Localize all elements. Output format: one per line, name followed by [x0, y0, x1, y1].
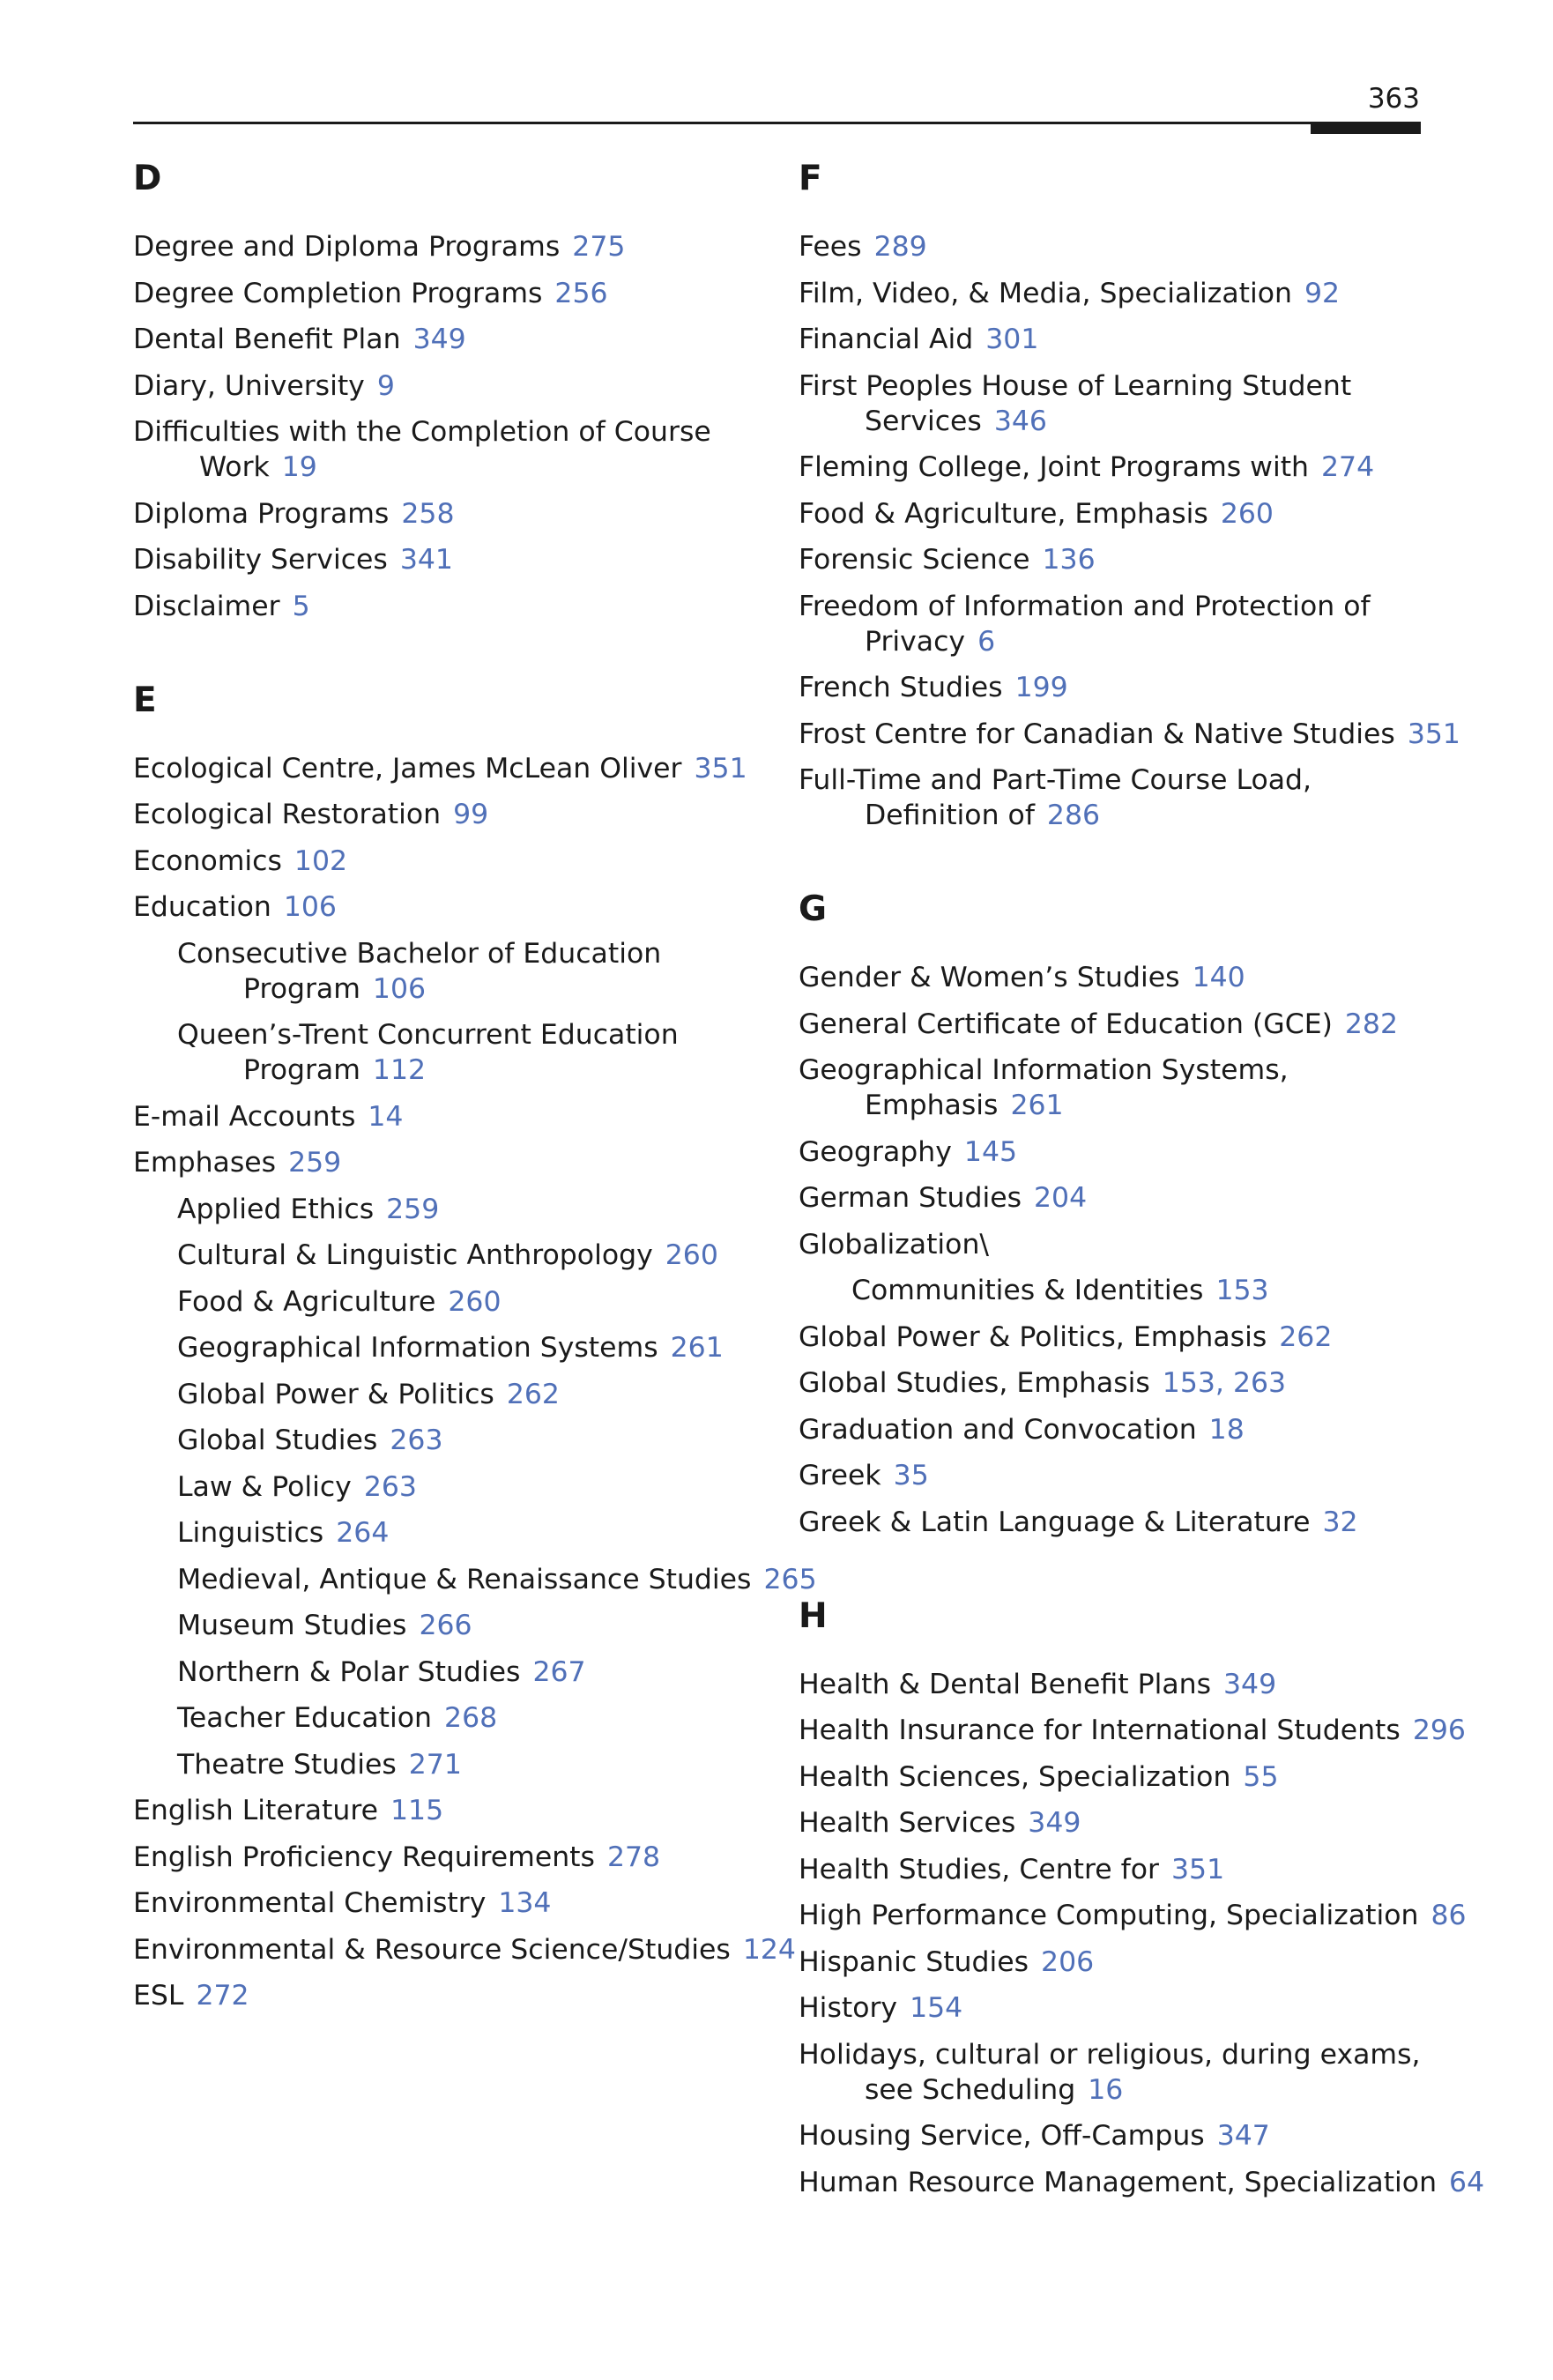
entry-text: Geography: [799, 1135, 952, 1168]
entry-page-number: 275: [572, 231, 626, 263]
entry-page-number: 92: [1304, 277, 1341, 309]
entry-text: Hispanic Studies: [799, 1945, 1029, 1978]
index-column-left: [133, 155, 817, 2066]
index-entry: [799, 1320, 1424, 1355]
entry-page-number: 260: [665, 1239, 718, 1271]
entry-page-number: 5: [292, 590, 310, 622]
index-entry: [799, 276, 1424, 311]
entry-page-number: 351: [694, 752, 747, 785]
page-number: 363: [1367, 83, 1420, 115]
entry-text: Museum Studies: [177, 1610, 407, 1641]
entry-page-number: 16: [1088, 2073, 1124, 2106]
entry-page-number: 266: [419, 1610, 472, 1641]
entry-text: Medieval, Antique & Renaissance Studies: [177, 1563, 752, 1595]
entry-text: Queen’s-Trent Concurrent Education Program: [177, 1019, 679, 1086]
entry-page-number: 267: [532, 1655, 586, 1688]
entry-page-number: 199: [1014, 672, 1068, 703]
entry-page-number: 153: [1215, 1275, 1269, 1306]
index-entry: [177, 1608, 768, 1643]
section-letter: E: [133, 680, 157, 720]
header-rule-tab: [1311, 123, 1421, 134]
entry-page-number: 263: [390, 1424, 443, 1456]
entry-text: Disclaimer: [133, 590, 280, 622]
index-entry: [799, 670, 1424, 705]
index-entry: [799, 1898, 1467, 1933]
entry-page-number: 204: [1034, 1182, 1088, 1214]
entry-page-number: 32: [1322, 1506, 1358, 1538]
entry-page-number: 260: [448, 1285, 502, 1318]
entry-page-number: 153, 263: [1162, 1367, 1287, 1399]
index-entry: [799, 1412, 1424, 1447]
section-letter: H: [799, 1595, 828, 1636]
index-entry: [799, 1759, 1424, 1795]
entry-page-number: 102: [294, 844, 348, 877]
entry-text: Fees: [799, 231, 862, 263]
index-entry: [177, 1284, 768, 1320]
entry-page-number: 106: [283, 891, 337, 923]
entry-text: First Peoples House of Learning Student Services: [799, 369, 1352, 437]
index-entry: [799, 1713, 1466, 1748]
entry-text: Theatre Studies: [177, 1748, 397, 1781]
entry-page-number: 263: [363, 1470, 417, 1503]
entry-text: Financial Aid: [799, 324, 974, 355]
entry-text: Full-Time and Part-Time Course Load, Definition of: [799, 764, 1312, 831]
entry-page-number: 349: [1223, 1668, 1277, 1700]
entry-text: Global Studies, Emphasis: [799, 1367, 1150, 1399]
section-letter: D: [133, 159, 162, 198]
index-entry: [177, 1655, 768, 1690]
entry-page-number: 260: [1220, 497, 1274, 530]
index-entry: [799, 368, 1424, 439]
entry-text: English Proficiency Requirements: [133, 1841, 595, 1873]
index-entry: [799, 1990, 1424, 2026]
index-entry: [133, 496, 768, 532]
index-section: [799, 886, 1424, 1540]
entry-text: History: [799, 1992, 898, 2024]
index-entry: [799, 1052, 1424, 1123]
index-entry: [133, 1099, 768, 1134]
entry-text: Housing Service, Off-Campus: [799, 2120, 1205, 2152]
entry-text: Health Studies, Centre for: [799, 1853, 1159, 1885]
entry-page-number: 282: [1344, 1008, 1399, 1040]
entry-page-number: 272: [196, 1980, 249, 2012]
index-entry: [799, 1945, 1424, 1980]
entry-text: Dental Benefit Plan: [133, 324, 401, 355]
index-entry: [799, 1134, 1424, 1170]
entry-page-number: 351: [1170, 1853, 1225, 1885]
entry-page-number: 301: [985, 324, 1039, 355]
entry-text: German Studies: [799, 1182, 1022, 1214]
header-rule: [133, 122, 1421, 124]
entry-text: Degree and Diploma Programs: [133, 231, 561, 263]
entry-page-number: 278: [606, 1841, 661, 1873]
entry-page-number: 296: [1412, 1714, 1466, 1746]
entry-page-number: 206: [1041, 1945, 1095, 1978]
entry-page-number: 289: [873, 231, 927, 263]
index-entry: [799, 1505, 1424, 1540]
index-entry: [799, 2118, 1424, 2153]
index-entry: [133, 889, 768, 925]
index-entry: [177, 1192, 768, 1227]
entry-text: Human Resource Management, Specialization: [799, 2166, 1438, 2198]
entry-text: Environmental & Resource Science/Studies: [133, 1933, 731, 1966]
entry-text: Greek & Latin Language & Literature: [799, 1506, 1311, 1538]
entry-text: Linguistics: [177, 1517, 324, 1549]
index-entry: [133, 1978, 768, 2013]
entry-text: Forensic Science: [799, 544, 1030, 576]
index-entry: [177, 1515, 768, 1551]
entry-page-number: 124: [742, 1933, 796, 1966]
entry-text: Cultural & Linguistic Anthropology: [177, 1239, 653, 1271]
entry-page-number: 347: [1216, 2120, 1270, 2152]
index-entry: [177, 1700, 768, 1736]
entry-page-number: 35: [893, 1460, 929, 1491]
index-entry: [177, 1423, 768, 1458]
entry-page-number: 259: [288, 1147, 342, 1179]
index-entry: [133, 368, 768, 404]
entry-page-number: 262: [1279, 1320, 1333, 1353]
index-entry: [133, 322, 768, 357]
index-entry: [799, 2165, 1485, 2200]
index-entry: [799, 229, 1424, 264]
index-entry: [851, 1273, 1424, 1308]
entry-text: Diploma Programs: [133, 497, 390, 530]
entry-text: Frost Centre for Canadian & Native Studies: [799, 718, 1395, 750]
entry-text: Food & Agriculture, Emphasis: [799, 497, 1208, 530]
index-entry: [177, 1562, 817, 1597]
index-entry: [799, 496, 1424, 532]
entry-page-number: 264: [336, 1517, 390, 1549]
index-entry: [799, 1667, 1424, 1702]
entry-page-number: 55: [1243, 1760, 1279, 1793]
entry-page-number: 134: [498, 1887, 552, 1919]
entry-page-number: 19: [281, 451, 317, 483]
entry-page-number: 9: [376, 369, 395, 402]
index-entry: [133, 414, 768, 485]
entry-text: Economics: [133, 844, 282, 877]
entry-text: Geographical Information Systems: [177, 1332, 658, 1364]
index-entry: [799, 762, 1424, 833]
index-entry: [177, 936, 768, 1007]
entry-text: ESL: [133, 1980, 184, 2012]
index-entry: [133, 1932, 796, 1967]
index-section: [133, 677, 817, 2014]
entry-text: Gender & Women’s Studies: [799, 962, 1180, 993]
entry-page-number: 140: [1192, 962, 1245, 993]
entry-text: Freedom of Information and Protection of Privacy: [799, 590, 1371, 658]
entry-text: Global Power & Politics, Emphasis: [799, 1320, 1267, 1353]
entry-text: Environmental Chemistry: [133, 1887, 487, 1919]
entry-page-number: 262: [506, 1378, 560, 1410]
entry-text: Health Services: [799, 1807, 1016, 1839]
entry-page-number: 271: [408, 1748, 462, 1781]
entry-text: Ecological Restoration: [133, 799, 442, 830]
entry-page-number: 261: [1010, 1090, 1064, 1121]
entry-page-number: 259: [386, 1193, 440, 1225]
entry-page-number: 286: [1046, 800, 1101, 831]
index-entry: [799, 960, 1424, 995]
index-entry: [799, 1365, 1424, 1401]
index-entry: [133, 797, 768, 832]
entry-text: Diary, University: [133, 369, 365, 402]
entry-text: General Certificate of Education (GCE): [799, 1008, 1333, 1040]
entry-page-number: 351: [1407, 718, 1460, 750]
entry-page-number: 115: [390, 1795, 444, 1826]
entry-text: French Studies: [799, 672, 1003, 703]
entry-page-number: 64: [1449, 2166, 1485, 2198]
entry-page-number: 346: [993, 405, 1047, 437]
entry-text: Greek: [799, 1460, 881, 1491]
entry-text: Emphases: [133, 1147, 277, 1179]
entry-page-number: 154: [910, 1992, 963, 2024]
entry-text: Degree Completion Programs: [133, 277, 543, 309]
index-entry: [133, 542, 768, 577]
entry-text: Education: [133, 891, 271, 923]
index-entry: [799, 589, 1424, 659]
index-entry: [133, 276, 768, 311]
entry-text: Communities & Identities: [851, 1275, 1204, 1306]
entry-page-number: 349: [412, 324, 466, 355]
entry-text: Global Studies: [177, 1424, 378, 1456]
entry-page-number: 274: [1321, 451, 1375, 483]
index-entry: [799, 450, 1424, 485]
entry-page-number: 261: [670, 1332, 724, 1364]
index-entry: [799, 1458, 1424, 1493]
entry-page-number: 341: [399, 544, 453, 576]
index-entry: [177, 1747, 768, 1782]
index-entry: [133, 1145, 768, 1180]
index-entry: [799, 2037, 1424, 2108]
entry-page-number: 86: [1430, 1900, 1467, 1931]
index-entry: [799, 1852, 1424, 1887]
index-entry: [177, 1017, 768, 1088]
index-entry: [799, 1805, 1424, 1841]
entry-page-number: 145: [963, 1135, 1018, 1168]
entry-page-number: 349: [1028, 1807, 1081, 1839]
entry-text: Law & Policy: [177, 1470, 352, 1503]
index-entry: [133, 589, 768, 624]
entry-text: Food & Agriculture: [177, 1285, 436, 1318]
entry-text: Consecutive Bachelor of Education Program: [177, 937, 662, 1005]
section-letter: F: [799, 159, 822, 198]
index-entry: [177, 1238, 768, 1273]
entry-text: Applied Ethics: [177, 1193, 375, 1225]
index-entry: [799, 542, 1424, 577]
entry-page-number: 99: [453, 799, 489, 830]
index-entry: [133, 1793, 768, 1828]
entry-page-number: 6: [977, 625, 996, 658]
entry-page-number: 112: [372, 1054, 427, 1086]
entry-text: Health & Dental Benefit Plans: [799, 1668, 1212, 1700]
index-column-right: [799, 155, 1485, 2253]
index-entry: [799, 717, 1460, 752]
entry-text: Northern & Polar Studies: [177, 1655, 521, 1688]
entry-page-number: 256: [554, 277, 608, 309]
index-entry: [177, 1469, 768, 1505]
index-entry: [177, 1377, 768, 1412]
section-letter: G: [799, 889, 828, 929]
entry-text: Holidays, cultural or religious, during exams, see Scheduling: [799, 2038, 1421, 2106]
entry-text: Geographical Information Systems, Emphasis: [799, 1054, 1289, 1121]
entry-page-number: 136: [1042, 544, 1096, 576]
entry-text: E-mail Accounts: [133, 1100, 356, 1133]
entry-text: Fleming College, Joint Programs with: [799, 451, 1310, 483]
entry-page-number: 268: [444, 1702, 498, 1734]
entry-text: English Literature: [133, 1795, 378, 1826]
entry-page-number: 106: [372, 972, 427, 1005]
index-entry: [177, 1330, 768, 1365]
entry-text: Graduation and Convocation: [799, 1413, 1197, 1446]
entry-text: Teacher Education: [177, 1702, 433, 1734]
index-entry: [799, 1007, 1424, 1042]
entry-text: Film, Video, & Media, Specialization: [799, 277, 1292, 309]
index-section: [799, 155, 1460, 833]
index-entry: [133, 751, 768, 786]
entry-text: Disability Services: [133, 544, 388, 576]
index-entry: [133, 1885, 768, 1921]
entry-text: Ecological Centre, James McLean Oliver: [133, 752, 682, 785]
index-entry: [133, 844, 768, 879]
index-entry: [133, 1840, 768, 1875]
entry-page-number: 14: [368, 1100, 404, 1133]
index-entry: [799, 1180, 1424, 1216]
entry-page-number: 258: [401, 497, 455, 530]
entry-text: Health Insurance for International Students: [799, 1714, 1401, 1746]
index-section: [133, 155, 768, 624]
index-entry: [799, 1227, 1424, 1262]
entry-text: High Performance Computing, Specialization: [799, 1900, 1419, 1931]
entry-text: Global Power & Politics: [177, 1378, 494, 1410]
index-entry: [133, 229, 768, 264]
index-entry: [799, 322, 1424, 357]
entry-text: Difficulties with the Completion of Course Work: [133, 416, 711, 483]
entry-text: Globalization\: [799, 1228, 990, 1261]
index-section: [799, 1593, 1485, 2200]
entry-page-number: 265: [763, 1563, 817, 1595]
entry-page-number: 18: [1208, 1413, 1245, 1446]
entry-text: Health Sciences, Specialization: [799, 1760, 1231, 1793]
